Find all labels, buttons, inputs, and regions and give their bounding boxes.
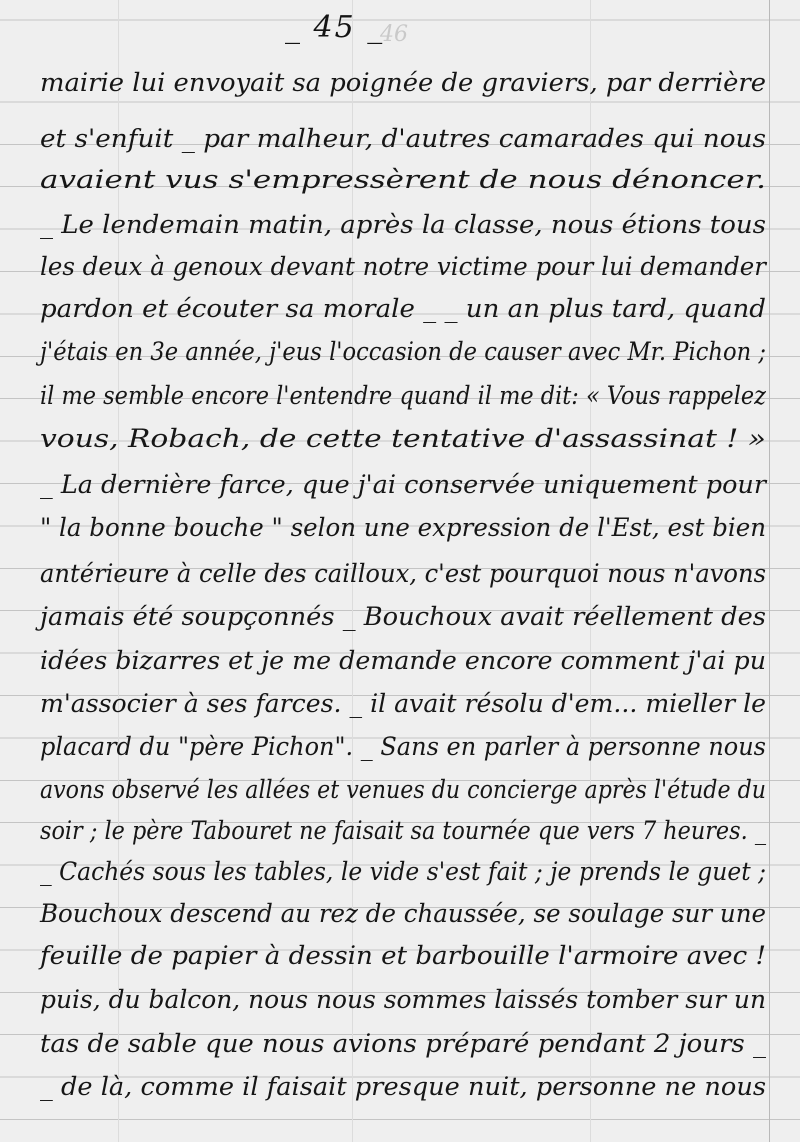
text-line: " la bonne bouche " selon une expression de l'Est, est bien xyxy=(40,513,766,542)
text-line: les deux à genoux devant notre victime pour lui demander xyxy=(40,252,766,281)
bleed-through-page-number: 46 xyxy=(380,22,408,47)
text-line: mairie lui envoyait sa poignée de graviers, par derrière xyxy=(40,68,766,97)
text-line: jamais été soupçonnés _ Bouchoux avait réellement des xyxy=(40,602,766,631)
text-line: et s'enfuit _ par malheur, d'autres camarades qui nous xyxy=(40,124,766,153)
text-line: avons observé les allées et venues du concierge après l'étude du xyxy=(40,775,766,804)
text-line: j'étais en 3e année, j'eus l'occasion de causer avec Mr. Pichon ; xyxy=(40,337,766,366)
text-line: placard du "père Pichon". _ Sans en parler à personne nous xyxy=(40,732,766,761)
text-line: Bouchoux descend au rez de chaussée, se soulage sur une xyxy=(40,899,766,928)
text-line: _ Cachés sous les tables, le vide s'est fait ; je prends le guet ; xyxy=(40,857,766,886)
text-line: _ La dernière farce, que j'ai conservée uniquement pour xyxy=(40,470,766,499)
text-line: _ Le lendemain matin, après la classe, nous étions tous xyxy=(40,210,766,239)
text-line: avaient vus s'empressèrent de nous dénoncer. xyxy=(40,165,766,194)
text-line: feuille de papier à dessin et barbouille l'armoire avec ! xyxy=(40,941,766,970)
page-number: _ 45 _ xyxy=(285,10,385,45)
text-line: idées bizarres et je me demande encore comment j'ai pu xyxy=(40,646,766,675)
text-line: soir ; le père Tabouret ne faisait sa tournée que vers 7 heures. _ xyxy=(40,816,766,845)
text-line: tas de sable que nous avions préparé pendant 2 jours _ xyxy=(40,1029,766,1058)
text-line: puis, du balcon, nous nous sommes laissés tomber sur un xyxy=(40,985,766,1014)
text-line: m'associer à ses farces. _ il avait résolu d'em... mieller le xyxy=(40,689,766,718)
text-line: _ de là, comme il faisait presque nuit, personne ne nous xyxy=(40,1072,767,1101)
text-line: antérieure à celle des cailloux, c'est pourquoi nous n'avons xyxy=(40,559,766,588)
text-line: vous, Robach, de cette tentative d'assassinat ! » xyxy=(40,424,766,453)
text-line: pardon et écouter sa morale _ _ un an plus tard, quand xyxy=(40,294,766,323)
text-line: il me semble encore l'entendre quand il me dit: « Vous rappelez xyxy=(40,381,766,410)
